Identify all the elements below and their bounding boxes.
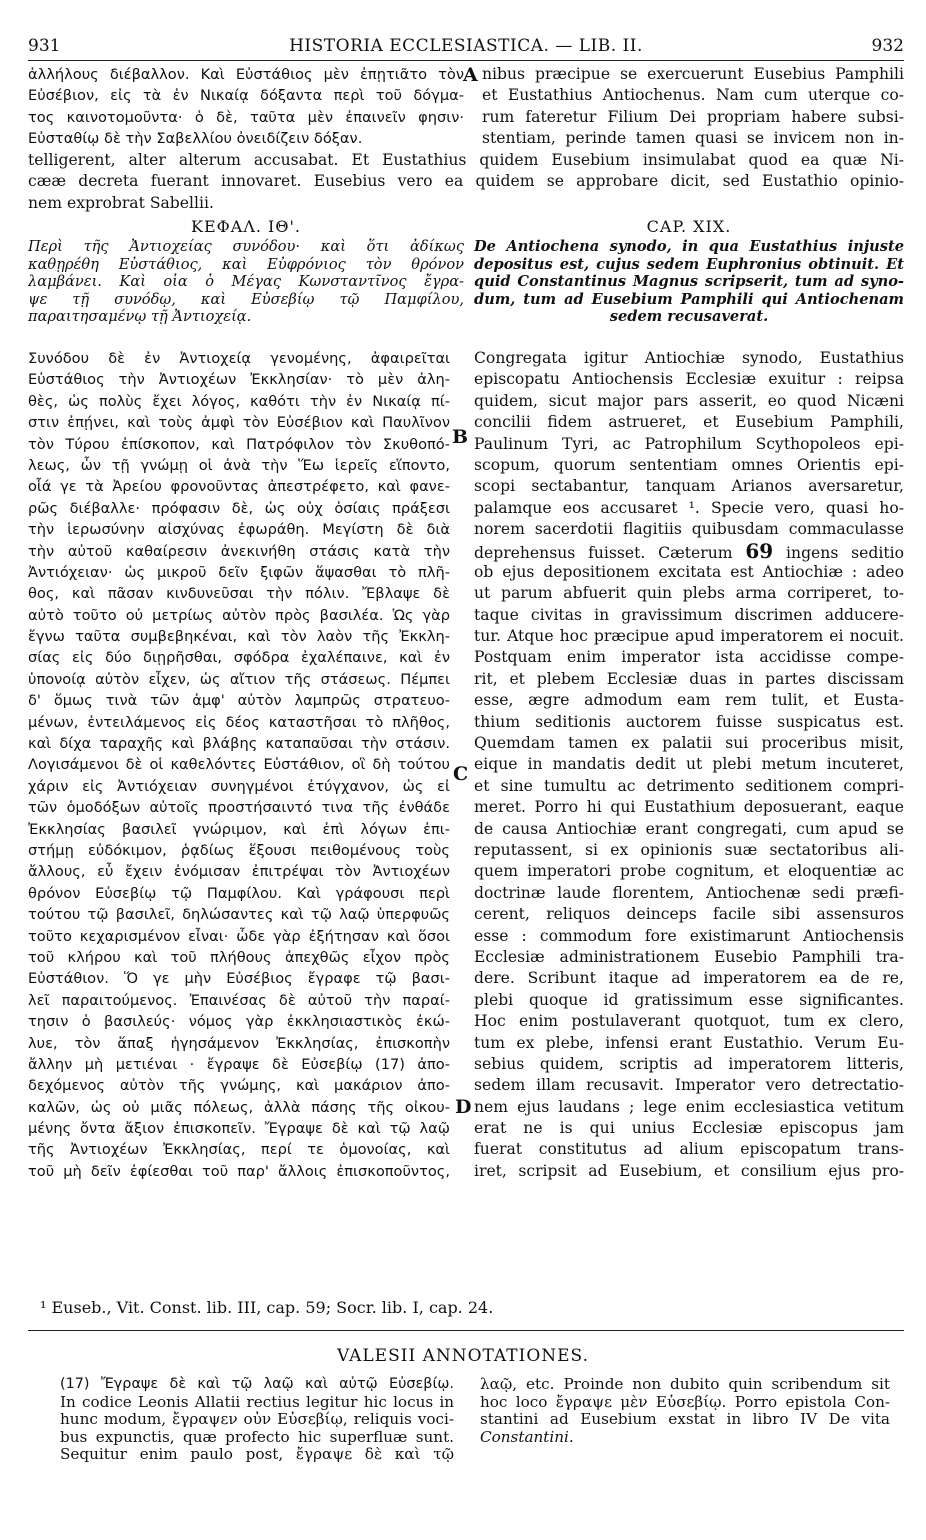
latin-line: Quemdam tamen ex palatii sui proceribus misit,: [474, 734, 904, 753]
greek-summary-line: λαμβάνει. Καὶ οἷα ὁ Μέγας Κωνσταντῖνος ἔγρα-: [28, 273, 464, 291]
greek-summary-line: παραιτησαμένῳ τῇ Ἀντιοχείᾳ.: [28, 308, 252, 326]
greek-line: οἷά γε τὰ Ἀρείου φρονοῦντας ἀπεστρέφετο, καὶ φανε-: [28, 478, 450, 496]
greek-summary-line: Περὶ τῆς Ἀντιοχείας συνόδου· καὶ ὅτι ἀδίκως: [28, 238, 464, 255]
latin-line: norem sacerdotii flagitiis quibusdam commaculasse: [474, 520, 904, 539]
running-title: HISTORIA ECCLESIASTICA. — LIB. II.: [289, 36, 643, 56]
latin-line: nem exprobrat Sabellii.: [28, 193, 214, 212]
greek-line: καὶ δίχα ταραχῆς καὶ βλάβης καταπαῦσαι τὴν στάσιν.: [28, 735, 450, 753]
latin-line: concilii fidem astrueret, et Eusebium Pamphili,: [474, 413, 904, 432]
greek-line: θρόνον Εὐσεβίῳ τῷ Παμφίλου. Καὶ γράφουσι περὶ: [28, 884, 450, 902]
latin-line: doctrinæ laude florentem, Antiochenæ sedi præfi-: [474, 883, 904, 902]
greek-line: λυε, τὸν ἅπαξ ἡγησάμενον Ἐκκλησίας, ἐπισκοπὴν: [28, 1034, 450, 1052]
latin-line: Postquam enim imperator ista accidisse compe-: [474, 648, 904, 667]
greek-chapter-title: ΚΕΦΑΛ. ΙΘ'.: [191, 217, 301, 236]
latin-line: quem imperatori probe cognitum, et eloquentiæ ac: [474, 862, 904, 881]
latin-line: rit, et plebem Ecclesiæ duas in partes discissam: [474, 669, 904, 688]
greek-line: στιν ἐπῄνει, καὶ τοὺς ἀμφὶ τὸν Εὐσέβιον καὶ Παυλῖνον: [28, 414, 450, 432]
greek-line: θὲς, ὡς πολὺς ἔχει λόγος, καθότι τὴν ἐν Νικαίᾳ πί-: [28, 392, 450, 410]
latin-line: et sine tumultu ac detrimento seditionem compri-: [474, 776, 904, 795]
margin-letter-a: A: [463, 64, 478, 86]
latin-line: telligerent, alter alterum accusabat. Et Eustathius quidem Eusebium insimulabat quod ea quæ Ni-: [28, 151, 904, 169]
latin-line: sedem illam recusavit. Imperator vero detrectatio-: [474, 1076, 904, 1095]
latin-line: episcopatu Antiochensis Ecclesiæ exuitur : reipsa: [474, 370, 904, 389]
page-number-right: 932: [871, 36, 904, 56]
margin-letter-c: C: [453, 763, 469, 785]
latin-line: rum fateretur Filium Dei propriam habere subsi-: [482, 107, 904, 126]
latin-line: tum ex plebe, infensi erant Eustathio. Verum Eu-: [474, 1033, 904, 1052]
greek-line: Συνόδου δὲ ἐν Ἀντιοχείᾳ γενομένης, ἀφαιρεῖται: [28, 350, 450, 367]
annotation-line: Sequitur enim paulo post, ἔγραψε δὲ καὶ τῷ: [60, 1446, 454, 1464]
top-latin-column: [482, 64, 904, 150]
latin-line: eique in mandatis dedit ut plebi metum incuteret,: [474, 755, 904, 774]
latin-body-column: [474, 348, 904, 1182]
latin-line: meret. Porro hi qui Eustathium deposuerant, eaque: [474, 798, 904, 817]
footnote: ¹ Euseb., Vit. Const. lib. III, cap. 59; Socr. lib. I, cap. 24.: [40, 1298, 494, 1317]
greek-line: στήμῃ εὐδόκιμον, ῥᾳδίως ἕξουσι πειθομένους τοὺς: [28, 841, 450, 859]
greek-line: τοῦ κλήρου καὶ τοῦ πλήθους ἀπεχθῶς εἶχον πρὸς: [28, 948, 450, 966]
latin-summary-line: De Antiochena synodo, in qua Eustathius injuste: [474, 238, 904, 255]
latin-line: taque civitas in gravissimum discrimen adducere-: [474, 605, 904, 624]
greek-line: τος καινοτομοῦντα· ὁ δὲ, ταῦτα μὲν ἐπαινεῖν φησιν·: [28, 108, 464, 126]
greek-line: σίας εἰς δύο διῃρῆσθαι, σφόδρα ἐχαλέπαινε, καὶ ἐν: [28, 649, 450, 667]
greek-line: μένων, ἐντειλάμενος εἰς δέος καταστῆσαι τὸ πλῆθος,: [28, 713, 450, 731]
greek-line: χάριν εἰς Ἀντιόχειαν συνηγμένοι ἐτύγχανον, ὡς εἰ: [28, 777, 450, 795]
greek-line: δ' ὅμως τινὰ τῶν ἀμφ' αὐτὸν λαμπρῶς στρατευο-: [28, 692, 450, 710]
latin-line-text: ingens seditio: [773, 543, 904, 562]
latin-line: ut parum abfuerit quin plebs arma corriperet, to-: [474, 584, 904, 603]
latin-line: et Eustathius Antiochenus. Nam cum uterque co-: [482, 86, 904, 105]
greek-line: Ἐκκλησίας βασιλεῖ γνώριμον, καὶ ἐπὶ λόγων ἐπι-: [28, 820, 450, 838]
greek-line: τῆς Ἀντιοχέων Ἐκκλησίας, περί τε ὁμονοίας, καὶ: [28, 1141, 450, 1159]
latin-line: quidem, sicut major pars asserit, eo quod Nicæni: [474, 391, 904, 410]
header-rule: [28, 60, 904, 61]
annotation-line: hoc loco ἔγραψε μὲν Εὐσεβίῳ. Porro epistola Con-: [480, 1393, 890, 1411]
latin-line: nem ejus laudans ; lege enim ecclesiastica vetitum: [474, 1097, 904, 1116]
full-width-latin: [28, 150, 904, 214]
latin-line: cææ decreta fuerant innovaret. Eusebius vero ea quidem se approbare dicit, sed Eustathio opinio-: [28, 172, 904, 191]
greek-line: τῶν ὁμοδόξων αὐτοῖς προστήσαιντό τινα τῆς ἐνθάδε: [28, 799, 450, 817]
greek-line: Εὐσταθίῳ δὲ τὴν Σαβελλίου ὀνειδίζειν δόξαν.: [28, 130, 363, 148]
greek-line: ἀλλήλους διέβαλλον. Καὶ Εὐστάθιος μὲν ἐπῃτιᾶτο τὸν: [28, 66, 464, 83]
latin-summary-line: quid Constantinus Magnus scripserit, tum ad syno-: [474, 273, 904, 291]
latin-line: esse : commodum fore existimarunt Antiochensis: [474, 926, 904, 945]
latin-line: scopum, quorum sententiam omnes Orientis epi-: [474, 455, 904, 474]
top-greek-column: [28, 64, 464, 150]
latin-line: Ecclesiæ administrationem Eusebio Pamphili tra-: [474, 947, 904, 966]
greek-chapter-heading: [28, 216, 464, 326]
greek-line: ἔγνω ταῦτα συμβεβηκέναι, καὶ τὸν λαὸν τῆς Ἐκκλη-: [28, 628, 450, 646]
latin-line: Paulinum Tyri, ac Patrophilum Scythopoleos epi-: [474, 434, 904, 453]
column-number-badge: 69: [745, 540, 774, 562]
greek-line: ὑπονοίᾳ αὐτὸν εἶχεν, ὡς αἴτιον τῆς στάσεως. Πέμπει: [28, 670, 450, 688]
latin-line: ob ejus depositionem excitata est Antiochiæ : adeo: [474, 562, 904, 581]
greek-line: τὸν Τύρου ἐπίσκοπον, καὶ Πατρόφιλον τὸν Σκυθοπό-: [28, 435, 450, 453]
greek-line: τὴν ἱερωσύνην αἰσχύνας ἐφωράθη. Μεγίστη δὲ διὰ: [28, 521, 450, 539]
greek-line: τούτου τῷ βασιλεῖ, δηλώσαντες καὶ τῷ λαῷ ὑπερφυῶς: [28, 906, 450, 924]
latin-line: nibus præcipue se exercuerunt Eusebius Pamphili: [482, 65, 904, 83]
latin-line-text: deprehensus fuisset. Cæterum: [474, 543, 746, 562]
margin-letter-b: B: [452, 426, 469, 448]
latin-line: fuerat constitutus ad alium episcopatum trans-: [474, 1140, 904, 1159]
greek-line: Εὐστάθιος τὴν Ἀντιοχέων Ἐκκλησίαν· τὸ μὲν ἀλη-: [28, 371, 450, 389]
greek-line: Λογισάμενοι δὲ οἱ καθελόντες Εὐστάθιον, οἳ δὴ τούτου: [28, 756, 450, 774]
greek-line: λεως, ὧν τῇ γνώμῃ οἱ ἀνὰ τὴν Ἕω ἱερεῖς εἵποντο,: [28, 456, 450, 474]
latin-line: [474, 541, 904, 562]
annotations-right-column: [480, 1376, 890, 1446]
annotation-line: λαῷ, etc. Proinde non dubito quin scribendum sit: [480, 1376, 890, 1393]
annotations-title: VALESII ANNOTATIONES.: [336, 1346, 590, 1366]
greek-line: δεχόμενος αὐτὸν τῆς γνώμης, καὶ μακάριον ἀπο-: [28, 1077, 450, 1095]
annotation-line: stantini ad Eusebium exstat in libro IV De vita: [480, 1411, 890, 1429]
annotation-line: hunc modum, ἔγραψεν οὖν Εὐσεβίῳ, reliquis voci-: [60, 1411, 454, 1429]
margin-letter-d: D: [455, 1096, 472, 1118]
latin-summary-line: sedem recusaverat.: [609, 308, 769, 326]
greek-line: τοῦτο κεχαρισμένον εἶναι· ὧδε γὰρ ἐξήτησαν καὶ ὅσοι: [28, 927, 450, 945]
latin-line: sebius quidem, scriptis ad imperatorem litteris,: [474, 1054, 904, 1073]
greek-line: τὴν αὐτοῦ καθαίρεσιν ἀνεκινήθη στάσις κατὰ τὴν: [28, 542, 450, 560]
greek-line: λεῖ παραιτούμενος. Ἐπαινέσας δὲ αὐτοῦ τὴν παραί-: [28, 991, 450, 1009]
latin-line: tur. Atque hoc præcipue apud imperatorem ei nocuit.: [474, 627, 904, 646]
greek-line: αὐτὸ τοῦτο οὐ μετρίως αὐτὸν πρὸς βασιλέα. Ὡς γὰρ: [28, 606, 450, 624]
latin-line: iret, scripsit ad Eusebium, et consilium ejus pro-: [474, 1161, 904, 1180]
latin-line: palamque eos accusaret ¹. Specie vero, quasi ho-: [474, 498, 904, 517]
greek-summary-line: ψε τῇ συνόδῳ, καὶ Εὐσεβίῳ τῷ Παμφίλου,: [28, 290, 464, 308]
greek-line: τησιν ὁ βασιλεύς· νόμος γὰρ ἐκκλησιαστικὸς ἐκώ-: [28, 1013, 450, 1031]
latin-line: dere. Scribunt itaque ad imperatorem ea de re,: [474, 969, 904, 988]
greek-line: μένης ὄντα ἄξιον ἐπισκοπεῖν. Ἔγραψε δὲ καὶ τῷ λαῷ: [28, 1120, 450, 1138]
annotation-line: In codice Leonis Allatii rectius legitur hic locus in: [60, 1393, 454, 1411]
annotation-line: Constantini.: [480, 1428, 574, 1446]
greek-line: ρῶς διέβαλλε· πρόφασιν δὲ, ὡς οὐχ ὁσίαις πράξεσι: [28, 499, 450, 517]
annotations-left-column: [60, 1376, 454, 1464]
annotation-line: bus expunctis, quæ profecto hic superfluæ sunt.: [60, 1428, 454, 1446]
greek-line: Εὐσέβιον, εἰς τὰ ἐν Νικαίᾳ δόξαντα περὶ τοῦ δόγμα-: [28, 87, 464, 105]
latin-line: stentiam, perinde tamen quasi se invicem non in-: [482, 129, 904, 148]
page-number-left: 931: [28, 36, 61, 56]
greek-body-column: [28, 348, 450, 1182]
annotation-line: (17) Ἔγραψε δὲ καὶ τῷ λαῷ καὶ αὐτῷ Εὐσεβίῳ.: [60, 1376, 454, 1392]
greek-line: ἄλλην μὴ μετιέναι · ἔγραψε δὲ Εὐσεβίῳ (17) ἀπο-: [28, 1055, 450, 1073]
latin-line: scopi sectabantur, tanquam Arianos aversaretur,: [474, 477, 904, 496]
greek-line: καλῶν, ὡς οὐ μιᾶς πόλεως, ἀλλὰ πάσης τῆς οἰκου-: [28, 1098, 450, 1116]
greek-line: Εὐστάθιον. Ὅ γε μὴν Εὐσέβιος ἔγραφε τῷ βασι-: [28, 970, 450, 988]
greek-line: Ἀντιόχειαν· ὡς μικροῦ δεῖν ξιφῶν ἅψασθαι τὸ πλῆ-: [28, 563, 450, 581]
latin-line: Hoc enim postulaverant quotquot, tum ex clero,: [474, 1012, 904, 1031]
latin-line: reputassent, si ex opinionis suæ sectatoribus ali-: [474, 840, 904, 859]
greek-line: θος, καὶ πᾶσαν κινδυνεῦσαι τὴν πόλιν. Ἔβλαψε δὲ: [28, 585, 450, 603]
latin-chapter-title: CAP. XIX.: [646, 217, 732, 236]
latin-line: plebi quoque id gratissimum esse significantes.: [474, 990, 904, 1009]
latin-line: thium seditionis auctorem fuisse suspicatus est.: [474, 712, 904, 731]
latin-summary-line: depositus est, cujus sedem Euphronius obtinuit. Et: [474, 255, 904, 273]
greek-line: ἄλλους, εὖ ἔχειν ἐνόμισαν ἐπιτρέψαι τὸν Ἀντιοχέων: [28, 863, 450, 881]
latin-line: esse, ægre admodum eam rem tulit, et Eusta-: [474, 691, 904, 710]
annotations-rule: [28, 1330, 904, 1331]
latin-summary-line: dum, tum ad Eusebium Pamphili qui Antiochenam: [474, 290, 904, 308]
running-header: [28, 36, 904, 60]
greek-summary-line: καθῃρέθη Εὐστάθιος, καὶ Εὐφρόνιος τὸν θρόνον: [28, 255, 464, 273]
latin-line: cerent, reliquos deinceps facile sibi assensuros: [474, 905, 904, 924]
latin-line: Congregata igitur Antiochiæ synodo, Eustathius: [474, 349, 904, 367]
latin-line: erat ne is qui unius Ecclesiæ episcopus jam: [474, 1119, 904, 1138]
latin-line: de causa Antiochiæ erant congregati, cum apud se: [474, 819, 904, 838]
greek-line: τοῦ μὴ δεῖν ἐφίεσθαι τοῦ παρ' ἄλλοις ἐπισκοποῦντος,: [28, 1162, 450, 1180]
latin-chapter-heading: [474, 216, 904, 326]
